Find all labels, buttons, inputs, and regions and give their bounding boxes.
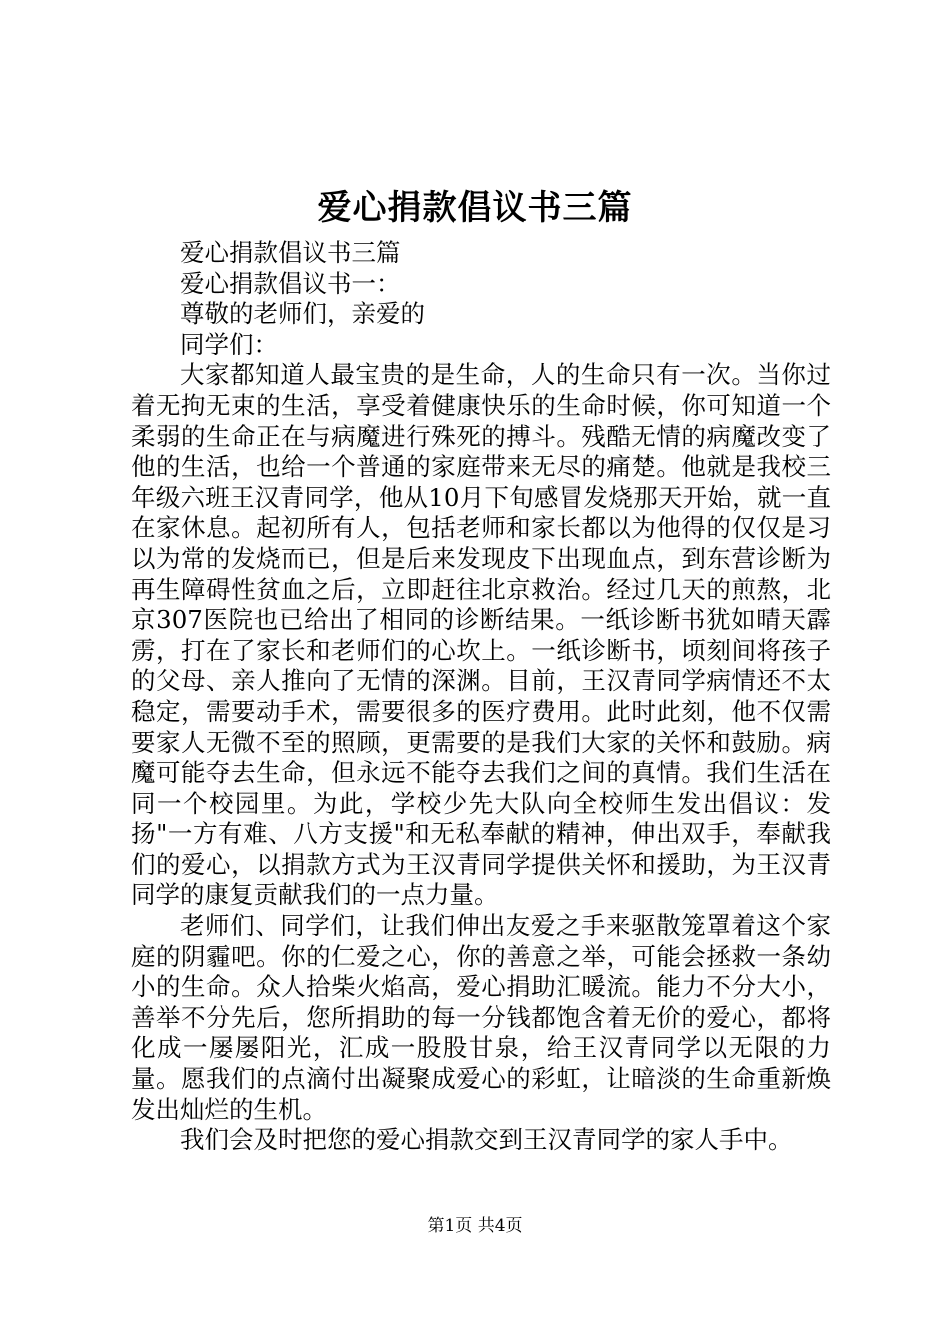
salutation-line-2: 同学们： [180, 329, 278, 359]
subtitle-line: 爱心捐款倡议书三篇 [180, 238, 401, 267]
body-paragraph-2: 老师们、同学们，让我们伸出友爱之手来驱散笼罩着这个家庭的阴霾吧。你的仁爱之心，你的善意之举，可能会拯救一条幼小的生命。众人拾柴火焰高，爱心捐助汇暖流。能力不分大小，善举不分先后，您所捐助的每一分钱都饱含着无价的爱心，都将化成一屡屡阳光，汇成一股股甘泉，给王汉青同学以无限的力量。愿我们的点滴付出凝聚成爱心的彩虹，让暗淡的生命重新焕发出灿烂的生机。 [131, 911, 831, 1124]
body-paragraph-3: 我们会及时把您的爱心捐款交到王汉青同学的家人手中。 [180, 1125, 793, 1155]
salutation-line-1: 尊敬的老师们，亲爱的 [180, 299, 425, 329]
section-heading: 爱心捐款倡议书一： [180, 268, 401, 298]
document-body [131, 238, 831, 1156]
document-title: 爱心捐款倡议书三篇 [317, 188, 633, 228]
body-paragraph-1: 大家都知道人最宝贵的是生命，人的生命只有一次。当你过着无拘无束的生活，享受着健康快乐的生命时候，你可知道一个柔弱的生命正在与病魔进行殊死的搏斗。残酷无情的病魔改变了他的生活，也给一个普通的家庭带来无尽的痛楚。他就是我校三年级六班王汉青同学，他从10月下旬感冒发烧那天开始，就一直在家休息。起初所有人，包括老师和家长都以为他得的仅仅是习以为常的发烧而已，但是后来发现皮下出现血点，到东营诊断为再生障碍性贫血之后，立即赶往北京救治。经过几天的煎熬，北京307医院也已给出了相同的诊断结果。一纸诊断书犹如晴天霹雳，打在了家长和老师们的心坎上。一纸诊断书，顷刻间将孩子的父母、亲人推向了无情的深渊。目前，王汉青同学病情还不太稳定，需要动手术，需要很多的医疗费用。此时此刻，他不仅需要家人无微不至的照顾，更需要的是我们大家的关怀和鼓励。病魔可能夺去生命，但永远不能夺去我们之间的真情。我们生活在同一个校园里。为此，学校少先大队向全校师生发出倡议：发扬"一方有难、八方支援"和无私奉献的精神，伸出双手，奉献我们的爱心，以捐款方式为王汉青同学提供关怀和援助，为王汉青同学的康复贡献我们的一点力量。 [131, 360, 831, 910]
page-footer: 第1页 共4页 [427, 1216, 523, 1236]
